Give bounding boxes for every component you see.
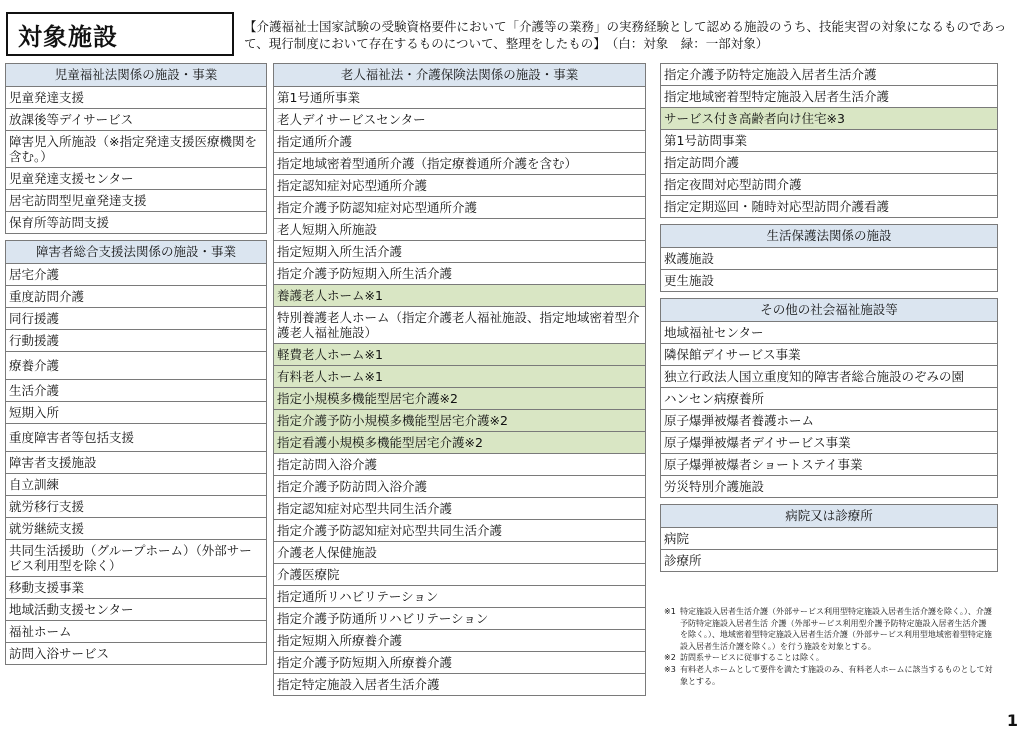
facility-row: 福祉ホーム [6, 621, 266, 643]
facility-row: 療養介護 [6, 352, 266, 380]
facility-row: 原子爆弾被爆者養護ホーム [661, 410, 997, 432]
facility-row: 指定特定施設入居者生活介護 [277, 677, 440, 692]
facility-row: 生活介護 [6, 380, 266, 402]
facility-row: 特別養護老人ホーム（指定介護老人福祉施設、指定地域密着型介護老人福祉施設） [274, 307, 645, 344]
table-header: その他の社会福祉施設等 [661, 299, 997, 322]
facility-row: 自立訓練 [6, 474, 266, 496]
facility-row: 就労継続支援 [6, 518, 266, 540]
column-2 [273, 63, 646, 702]
facility-row: 指定介護予防短期入所療養介護 [274, 652, 645, 674]
facility-row: 病院 [661, 528, 997, 550]
facility-row: 障害児入所施設（※指定発達支援医療機関を含む。） [6, 131, 266, 168]
page-title: 対象施設 [6, 12, 234, 56]
facility-row-partial: 指定介護予防小規模多機能型居宅介護※2 [274, 410, 645, 432]
page-description: 【介護福祉士国家試験の受験資格要件において「介護等の業務」の実務経験として認める施設のうち、技能実習の対象になるものであって、現行制度において存在するものについて、整理をしたもの】 （白：対象 緑：一部対象） [244, 19, 1007, 51]
table-header: 老人福祉法・介護保険法関係の施設・事業 [274, 64, 645, 87]
facility-row: 指定通所介護 [274, 131, 645, 153]
facility-row: 救護施設 [661, 248, 997, 270]
facility-row: 指定地域密着型特定施設入居者生活介護 [661, 86, 997, 108]
facility-row: 行動援護 [6, 330, 266, 352]
facility-row-partial: 指定看護小規模多機能型居宅介護※2 [274, 432, 645, 454]
facility-row: 隣保館デイサービス事業 [661, 344, 997, 366]
footnote-text: 特定施設入居者生活介護（外部サービス利用型特定施設入居者生活介護を除く。）、介護予防特定施設入居者生活 介護（外部サービス利用型介護予防特定施設入居者生活介護を除く。）、地域密着型特定施設入居者生活介護（外部サービス利用型地域密着型特定施設入居者生活介護を除く。）を行う施設を対象とする。 [680, 607, 992, 651]
facility-row: 第1号通所事業 [274, 87, 645, 109]
facility-row: 指定短期入所生活介護 [274, 241, 645, 263]
facility-row: 地域活動支援センター [6, 599, 266, 621]
facility-row: 指定認知症対応型共同生活介護 [274, 498, 645, 520]
facility-row: 指定通所リハビリテーション [274, 586, 645, 608]
facility-row: 就労移行支援 [6, 496, 266, 518]
facility-row: 診療所 [664, 553, 702, 568]
facility-row: 指定地域密着型通所介護（指定療養通所介護を含む） [274, 153, 645, 175]
facility-row: 地域福祉センター [661, 322, 997, 344]
table-header: 障害者総合支援法関係の施設・事業 [6, 241, 266, 264]
facility-row: 指定訪問入浴介護 [274, 454, 645, 476]
facility-row: 児童発達支援センター [6, 168, 266, 190]
footnote-text: 訪問系サービスに従事することは除く。 [680, 653, 824, 663]
facility-row: 指定短期入所療養介護 [274, 630, 645, 652]
facility-row: 介護医療院 [274, 564, 645, 586]
facility-row-partial: 養護老人ホーム※1 [274, 285, 645, 307]
facility-row: 指定介護予防短期入所生活介護 [274, 263, 645, 285]
footnote [664, 606, 994, 652]
facility-row: 障害者支援施設 [6, 452, 266, 474]
facility-row: 訪問入浴サービス [9, 646, 110, 661]
facility-row: 第1号訪問事業 [661, 130, 997, 152]
facility-row: 原子爆弾被爆者デイサービス事業 [661, 432, 997, 454]
facility-row: 更生施設 [664, 273, 715, 288]
column-1 [5, 63, 267, 671]
column-3 [660, 63, 998, 578]
facility-table [5, 240, 267, 665]
facility-row: ハンセン病療養所 [661, 388, 997, 410]
table-header: 病院又は診療所 [661, 505, 997, 528]
facility-row: 指定認知症対応型通所介護 [274, 175, 645, 197]
facility-row: 放課後等デイサービス [6, 109, 266, 131]
facility-row: 指定介護予防認知症対応型共同生活介護 [274, 520, 645, 542]
facility-row: 指定介護予防訪問入浴介護 [274, 476, 645, 498]
footnotes [664, 606, 994, 687]
facility-row-partial: サービス付き高齢者向け住宅※3 [661, 108, 997, 130]
facility-row: 保育所等訪問支援 [9, 215, 110, 230]
facility-row: 同行援護 [6, 308, 266, 330]
facility-row-partial: 指定小規模多機能型居宅介護※2 [274, 388, 645, 410]
footnote [664, 664, 994, 687]
facility-row: 老人短期入所施設 [274, 219, 645, 241]
facility-row: 原子爆弾被爆者ショートステイ事業 [661, 454, 997, 476]
facility-row: 移動支援事業 [6, 577, 266, 599]
facility-row: 老人デイサービスセンター [274, 109, 645, 131]
facility-row: 労災特別介護施設 [664, 479, 765, 494]
facility-row: 短期入所 [6, 402, 266, 424]
facility-row: 指定介護予防認知症対応型通所介護 [274, 197, 645, 219]
footnote-text: 有料老人ホームとして要件を満たす施設のみ、有料老人ホームに該当するものとして対象とする。 [680, 664, 993, 686]
facility-row: 居宅介護 [6, 264, 266, 286]
facility-row: 独立行政法人国立重度知的障害者総合施設のぞみの園 [661, 366, 997, 388]
footnote-mark: ※2 [664, 653, 676, 663]
facility-table [660, 63, 998, 218]
footnote-mark: ※3 [664, 664, 676, 674]
facility-row: 介護老人保健施設 [274, 542, 645, 564]
facility-row: 重度訪問介護 [6, 286, 266, 308]
footnote-mark: ※1 [664, 607, 676, 616]
facility-row-partial: 有料老人ホーム※1 [274, 366, 645, 388]
facility-row: 児童発達支援 [6, 87, 266, 109]
facility-table [660, 298, 998, 498]
facility-row: 指定定期巡回・随時対応型訪問介護看護 [664, 199, 890, 214]
facility-table [660, 224, 998, 292]
facility-row: 指定訪問介護 [661, 152, 997, 174]
footnote [664, 652, 994, 664]
facility-table [660, 504, 998, 572]
facility-row: 居宅訪問型児童発達支援 [6, 190, 266, 212]
facility-row-partial: 軽費老人ホーム※1 [274, 344, 645, 366]
table-header: 生活保護法関係の施設 [661, 225, 997, 248]
facility-row: 指定介護予防通所リハビリテーション [274, 608, 645, 630]
facility-row: 共同生活援助（グループホーム）（外部サービス利用型を除く） [6, 540, 266, 577]
table-header: 児童福祉法関係の施設・事業 [6, 64, 266, 87]
facility-row: 指定介護予防特定施設入居者生活介護 [661, 64, 997, 86]
facility-row: 重度障害者等包括支援 [6, 424, 266, 452]
page-number: 1 [1006, 711, 1018, 730]
facility-table [5, 63, 267, 234]
facility-row: 指定夜間対応型訪問介護 [661, 174, 997, 196]
facility-table [273, 63, 646, 696]
